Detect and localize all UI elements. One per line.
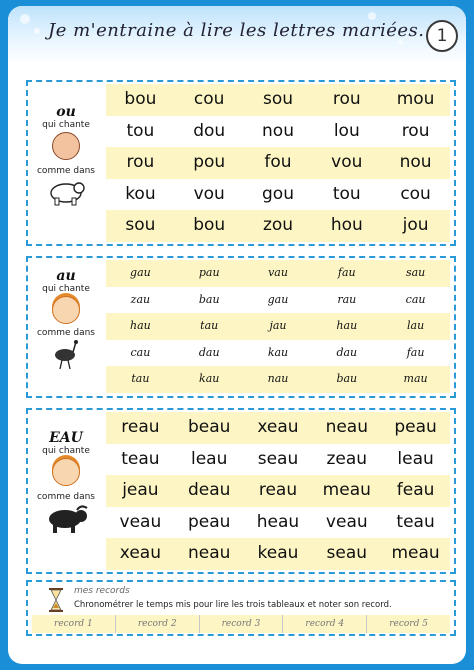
syllable-cell: gau [130,266,151,279]
record-cell[interactable]: record 5 [389,619,428,629]
syllable-cell: bou [124,89,157,109]
syllable-cell: lau [407,319,425,333]
syllable-cell: tau [200,319,219,333]
header-banner [8,6,466,64]
section-eau-sidebar [28,410,104,572]
table-row [106,340,450,367]
table-row [106,412,450,444]
worksheet-page [8,6,466,664]
section-eau [26,408,456,574]
section-au [26,256,456,398]
syllable-cell: rou [332,89,361,109]
syllable-cell: lou [333,120,360,141]
girl-face-icon [52,296,80,324]
syllable-cell: nou [399,152,432,173]
syllable-cell: gou [262,183,294,204]
table-row [106,260,450,287]
syllable-cell: hau [336,319,358,333]
caption-as-in: comme dans [36,166,95,176]
syllable-cell: rau [337,292,357,306]
records-row [32,615,450,633]
syllable-cell: cau [405,292,426,306]
record-cell[interactable]: record 1 [32,615,116,633]
buffalo-icon [43,504,89,534]
girl-face-icon [52,458,80,486]
syllable-cell: mau [403,372,428,386]
syllable-cell: vou [331,152,363,173]
syllable-cell: zau [130,292,151,306]
record-cell[interactable]: record 4 [283,615,367,633]
syllable-cell: neau [187,543,231,564]
syllable-cell: tou [126,120,155,141]
syllable-grid-au [106,260,450,394]
record-cell[interactable]: record 2 [116,615,200,633]
syllable-cell: bau [198,292,220,306]
syllable-cell: reau [121,417,160,437]
syllable-cell: bau [336,372,358,386]
syllable-cell: peau [394,417,437,437]
syllable-cell: kau [267,345,289,359]
syllable-cell: neau [325,417,368,437]
syllable-cell: xeau [119,543,161,564]
syllable-cell: cou [400,183,431,204]
syllable-cell: leau [191,448,228,469]
syllable-cell: zeau [326,448,368,469]
syllable-cell: tau [131,372,150,386]
hourglass-icon [48,588,64,612]
syllable-cell: cau [130,345,151,359]
syllable-cell: mou [396,89,435,109]
records-title: mes records [74,586,130,596]
caption-as-in: comme dans [36,328,95,338]
caption-sings: qui chante [42,284,90,294]
syllable-cell: leau [397,448,434,469]
syllable-cell: meau [391,543,440,564]
syllable-cell: vou [193,183,225,204]
syllable-cell: fau [406,345,425,359]
syllable-cell: rou [401,120,430,141]
syllable-cell: nou [262,120,294,141]
table-row [106,84,450,116]
syllable-cell: bou [193,215,226,236]
sound-label: au [56,268,76,284]
caption-as-in: comme dans [36,492,95,502]
syllable-cell: sou [262,89,294,109]
syllable-cell: gau [267,292,289,306]
table-row [106,179,450,211]
syllable-cell: teau [396,511,435,532]
section-au-sidebar [28,258,104,396]
syllable-cell: kau [199,372,220,386]
syllable-cell: sau [405,266,426,279]
table-row [106,116,450,148]
syllable-cell: tou [332,183,361,204]
page-number-badge: 1 [426,20,458,52]
syllable-cell: heau [256,511,300,532]
syllable-cell: zou [262,215,294,236]
records-box [26,580,456,636]
syllable-cell: dau [336,345,358,359]
syllable-cell: pou [193,152,226,173]
syllable-cell: peau [187,511,231,532]
syllable-cell: kou [125,183,156,204]
records-instructions: Chronométrer le temps mis pour lire les trois tableaux et noter son record. [74,600,392,610]
syllable-cell: keau [257,543,299,564]
syllable-cell: xeau [257,417,299,437]
syllable-cell: fou [264,152,292,173]
table-row [106,210,450,242]
syllable-cell: fau [337,266,356,279]
syllable-cell: reau [258,480,298,501]
table-row [106,444,450,476]
syllable-cell: jeau [122,480,159,501]
syllable-cell: feau [396,480,435,501]
caption-sings: qui chante [42,446,90,456]
section-ou [26,80,456,246]
syllable-cell: veau [325,511,368,532]
sound-label: EAU [49,430,83,446]
syllable-cell: nau [267,372,289,386]
syllable-cell: seau [257,448,299,469]
syllable-cell: dau [198,345,220,359]
caption-sings: qui chante [42,120,90,130]
table-row [106,366,450,393]
syllable-cell: pau [198,266,220,279]
record-cell[interactable]: record 3 [200,615,284,633]
table-row [106,287,450,314]
syllable-cell: dou [193,120,226,141]
syllable-cell: jou [402,215,429,236]
syllable-cell: beau [187,417,231,437]
table-row [106,507,450,539]
syllable-cell: vau [268,266,288,279]
syllable-cell: teau [121,448,160,469]
page-title: Je m'entraine à lire les lettres mariées. [48,20,425,41]
table-row [106,313,450,340]
syllable-cell: cou [193,89,225,109]
syllable-grid-ou [106,84,450,242]
section-ou-sidebar [28,82,104,244]
polar-bear-icon [46,178,86,206]
sound-label: ou [56,104,76,120]
syllable-cell: seau [326,543,368,564]
table-row [106,538,450,570]
table-row [106,147,450,179]
ostrich-icon [49,340,83,370]
syllable-cell: jau [269,319,287,333]
syllable-cell: rou [126,152,155,173]
syllable-cell: sou [125,215,156,236]
table-row [106,475,450,507]
syllable-cell: deau [187,480,231,501]
syllable-grid-eau [106,412,450,570]
syllable-cell: hau [130,319,151,333]
syllable-cell: hou [330,215,363,236]
child-face-icon [52,132,80,160]
syllable-cell: meau [322,480,371,501]
syllable-cell: veau [119,511,162,532]
